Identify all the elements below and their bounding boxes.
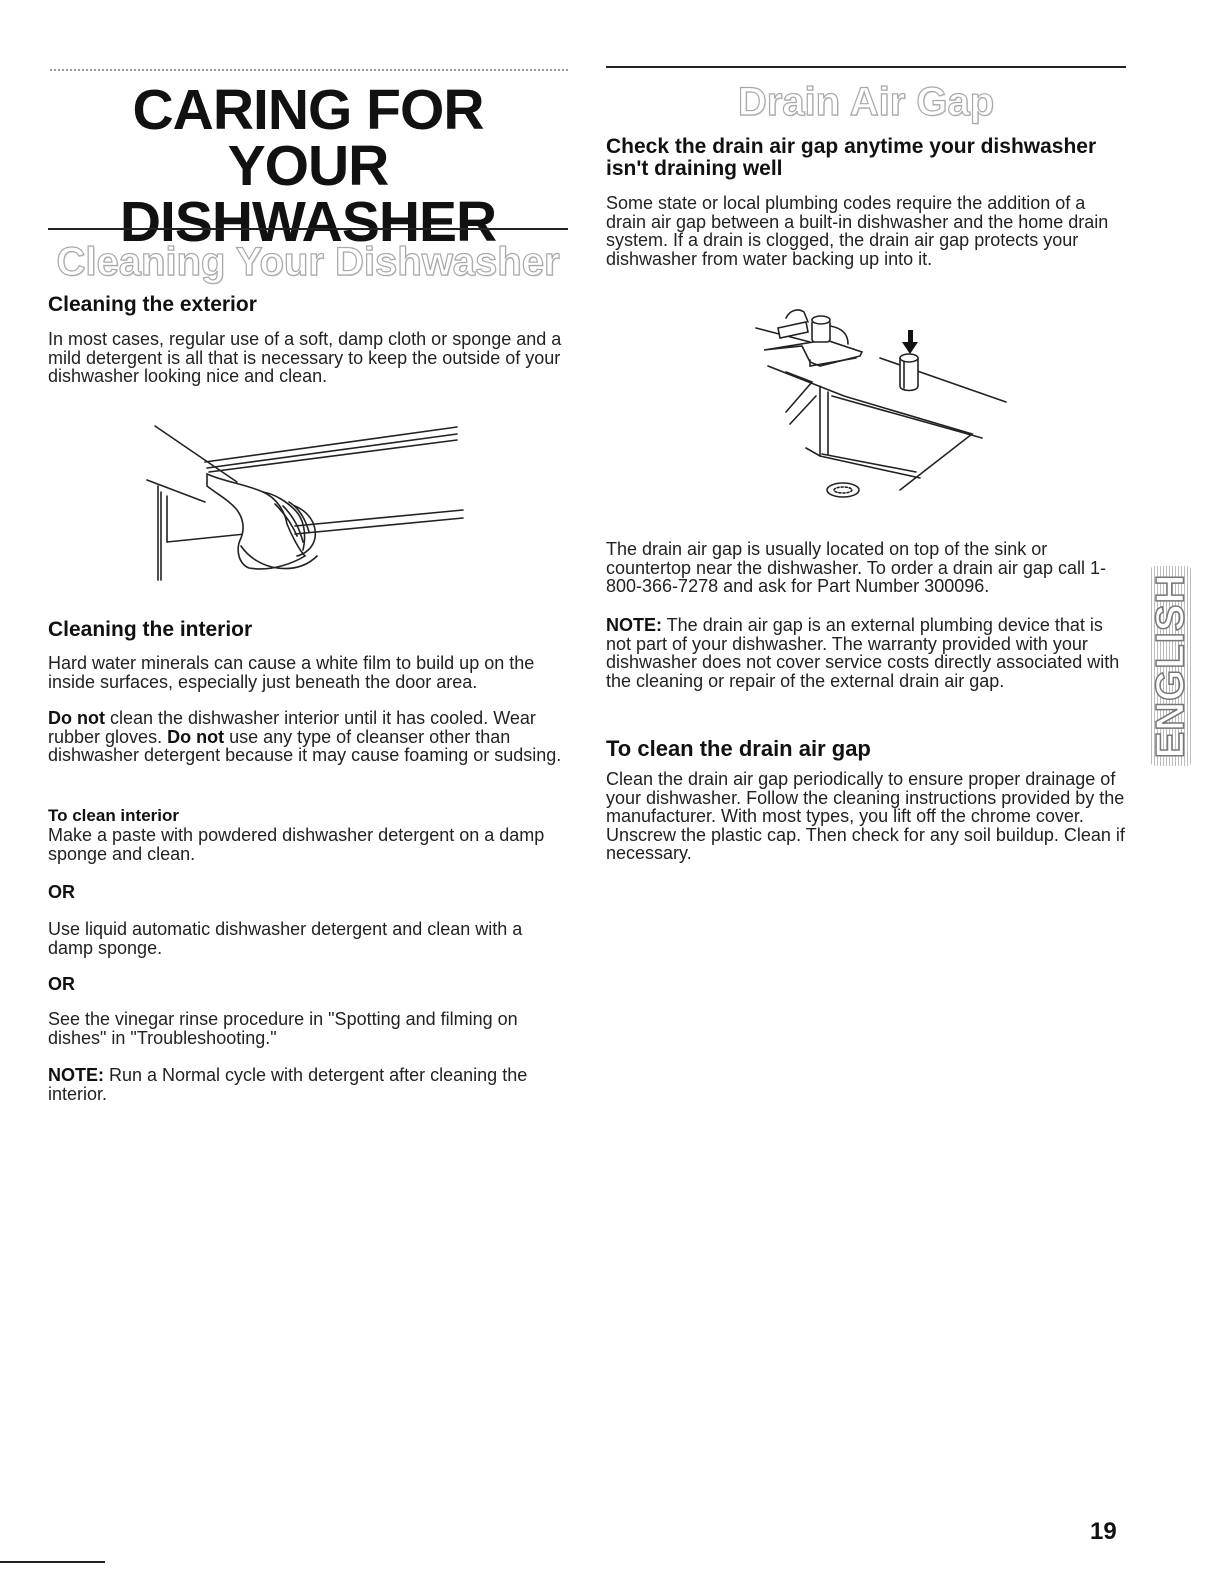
clean-step-3: See the vinegar rinse procedure in "Spotting and filming on dishes" in "Troubleshooting." <box>48 1009 518 1048</box>
interior-note <box>48 1066 568 1103</box>
page-title-line-1: CARING FOR YOUR <box>132 78 484 198</box>
do-not-label-2: Do not <box>167 726 225 747</box>
or-separator-1: OR <box>48 882 75 902</box>
or-separator-2: OR <box>48 974 75 994</box>
heading-cleaning-exterior: Cleaning the exterior <box>48 293 257 316</box>
interior-paragraph-2b: use any type of cleanser other than dishwasher detergent because it may cause foaming or sudsing. <box>48 726 562 765</box>
check-drain-heading: Check the drain air gap anytime your dishwasher isn't draining well <box>606 135 1097 180</box>
do-not-label-1: Do not <box>48 708 105 728</box>
drain-air-gap-illustration <box>750 300 1020 510</box>
clean-drain-heading: To clean the drain air gap <box>606 736 871 761</box>
drain-note <box>606 616 1126 690</box>
bottom-edge-mark <box>0 1561 105 1563</box>
section-title-cleaning: Cleaning Your Dishwasher <box>56 240 560 284</box>
top-rule-right <box>606 66 1126 68</box>
to-clean-interior-heading: To clean interior <box>48 806 179 825</box>
heading-cleaning-interior: Cleaning the interior <box>48 618 253 641</box>
page-number: 19 <box>1090 1518 1117 1545</box>
top-dotted-rule <box>50 69 568 71</box>
interior-note-text: Run a Normal cycle with detergent after cleaning the interior. <box>48 1065 528 1104</box>
interior-note-label: NOTE: <box>48 1065 104 1085</box>
interior-paragraph-2a: clean the dishwasher interior until it has cooled. Wear rubber gloves. <box>48 708 536 747</box>
page-title <box>48 78 568 254</box>
section-rule-left <box>48 228 568 230</box>
wiping-exterior-illustration <box>145 422 475 582</box>
page-title-line-2: DISHWASHER <box>119 190 497 254</box>
drain-intro-paragraph: Some state or local plumbing codes require the addition of a drain air gap between a built-in dishwasher and the home drain system. If a drain is clogged, the drain air gap protects your dishwasher from water backing up into it. <box>606 193 1109 269</box>
language-tab-label: ENGLISH <box>1148 573 1193 759</box>
drain-location-paragraph: The drain air gap is usually located on top of the sink or countertop near the dishwasher. To order a drain air gap call 1-800-366-7278 and ask for Part Number 300096. <box>606 539 1106 596</box>
clean-step-1: Make a paste with powdered dishwasher detergent on a damp sponge and clean. <box>48 825 545 864</box>
section-title-drain-air-gap: Drain Air Gap <box>737 80 995 124</box>
drain-note-text: The drain air gap is an external plumbing device that is not part of your dishwasher. The warranty provided with your dishwasher does not cover service costs directly associated with the cleaning or repair of the external drain air gap. <box>606 615 1120 691</box>
drain-note-label: NOTE: <box>606 615 662 635</box>
clean-step-2: Use liquid automatic dishwasher detergent and clean with a damp sponge. <box>48 919 523 958</box>
exterior-paragraph: In most cases, regular use of a soft, damp cloth or sponge and a mild detergent is all that is necessary to keep the outside of your dishwasher looking nice and clean. <box>48 329 562 386</box>
language-tab <box>1148 566 1193 766</box>
clean-drain-paragraph: Clean the drain air gap periodically to ensure proper drainage of your dishwasher. Follow the cleaning instructions provided by the manufacturer. With most types, you lift off the chrome cover. Unscrew the plastic cap. Then check for any soil buildup. Clean if necessary. <box>606 769 1125 863</box>
interior-paragraph-1: Hard water minerals can cause a white film to build up on the inside surfaces, especially just beneath the door area. <box>48 653 535 692</box>
interior-paragraph-2 <box>48 709 568 765</box>
